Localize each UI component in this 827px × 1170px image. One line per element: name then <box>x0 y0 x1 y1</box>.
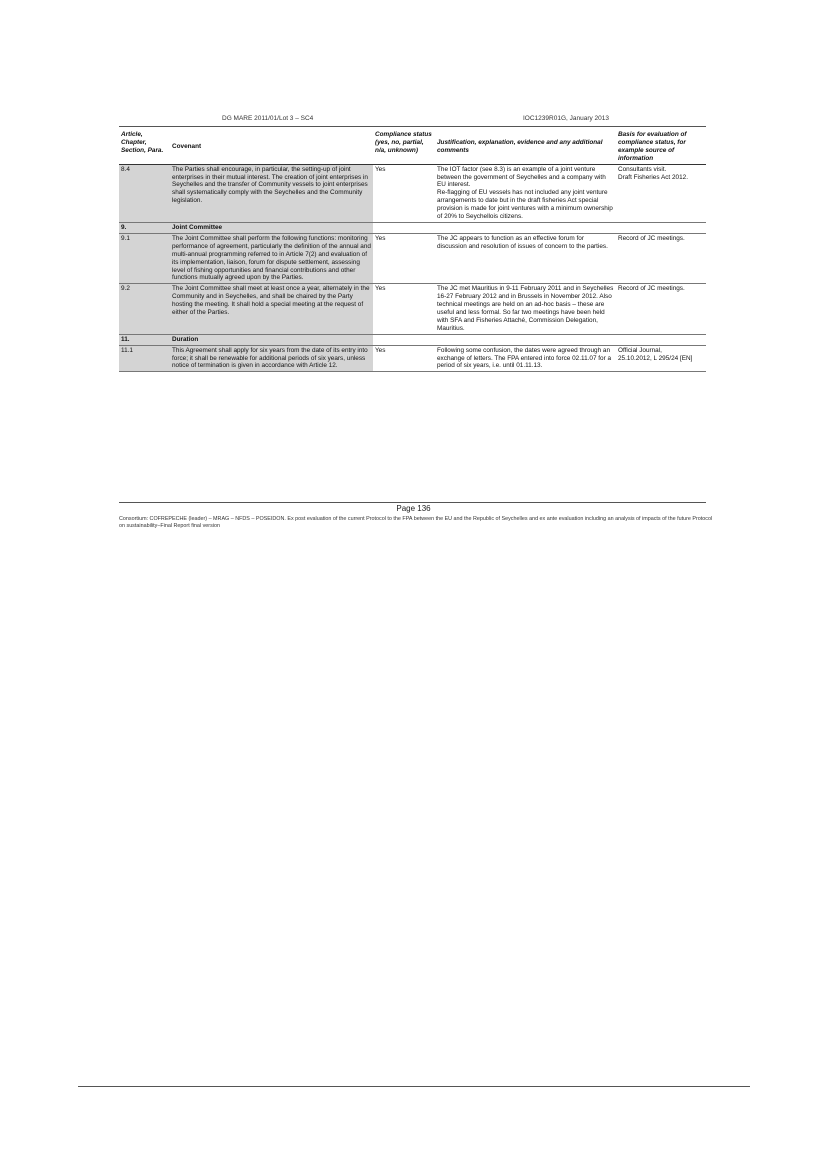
article-cell: 8.4 <box>119 164 170 222</box>
page-bottom-divider <box>78 1086 750 1087</box>
col-status-header: Compliance status (yes, no, partial, n/a, unknown) <box>373 130 435 164</box>
header-report-ref: IOC1239R01G, January 2013 <box>523 115 609 122</box>
table-row <box>119 233 706 283</box>
basis-text: 25.10.2012, L 295/24 [EN] <box>618 354 693 362</box>
section-number: 11. <box>119 334 170 345</box>
status-cell: Yes <box>373 233 435 283</box>
article-cell: 9.2 <box>119 284 170 334</box>
article-cell: 11.1 <box>119 345 170 372</box>
basis-text: Consultants visit. <box>618 165 667 173</box>
table-header-row <box>119 130 706 164</box>
table-row <box>119 164 706 222</box>
covenant-cell: This Agreement shall apply for six years from the date of its entry into force; it shall be renewable for additional periods of six years, unless notice of termination is given in accordance with Article 12. <box>170 345 373 372</box>
section-number: 9. <box>119 222 170 233</box>
covenant-cell: The Parties shall encourage, in particular, the setting-up of joint enterprises in their mutual interest. The creation of joint enterprises in Seychelles and the transfer of Community vessels to joint enterprises shall systematically comply with the Seychelles and the Community legislation. <box>170 164 373 222</box>
article-cell: 9.1 <box>119 233 170 283</box>
empty-cell <box>435 222 616 233</box>
footer-divider <box>119 502 706 503</box>
section-title: Duration <box>170 334 373 345</box>
header-contract: DG MARE 2011/01/Lot 3 – SC4 <box>222 115 314 122</box>
basis-text: Draft Fisheries Act 2012. <box>618 173 688 181</box>
empty-cell <box>373 334 435 345</box>
section-row <box>119 334 706 345</box>
basis-cell: Record of JC meetings. <box>616 233 706 283</box>
table-row <box>119 284 706 334</box>
basis-cell <box>616 164 706 222</box>
justification-cell <box>435 164 616 222</box>
justification-cell: The JC met Mauritius in 9-11 February 2011 and in Seychelles 16-27 February 2012 and in Brussels in November 2012. Also technical meetings are held on an ad-hoc basis – these are useful and less formal. So far two meetings have been held with SFA and Fisheries Attaché, Commission Delegation, Mauritius. <box>435 284 616 334</box>
col-article-header: Article, Chapter, Section, Para. <box>119 130 170 164</box>
consortium-note: Consortium: COFREPECHE (leader) – MRAG – NFDS – POSEIDON. Ex post evaluation of the current Protocol to the FPA between the EU and the Republic of Seychelles and ex ante evaluation including an analysis of impacts of the future Protocol on sustainability–Final Report final version <box>119 516 713 529</box>
justification-text: Re-flagging of EU vessels has not included any joint venture arrangements to date but in the draft fisheries Act special provision is made for joint ventures with a minimum ownership of 20% to Seychellois citizens. <box>437 189 613 221</box>
justification-cell: Following some confusion, the dates were agreed through an exchange of letters. The FPA entered into force 02.11.07 for a period of six years, i.e. until 01.11.13. <box>435 345 616 372</box>
running-header <box>119 114 706 127</box>
page-number: Page 136 <box>396 504 431 513</box>
basis-cell <box>616 345 706 372</box>
basis-cell: Record of JC meetings. <box>616 284 706 334</box>
section-row <box>119 222 706 233</box>
col-basis-header: Basis for evaluation of compliance status, for example source of information <box>616 130 706 164</box>
empty-cell <box>616 334 706 345</box>
compliance-table <box>119 130 706 372</box>
empty-cell <box>616 222 706 233</box>
col-covenant-header: Covenant <box>170 130 373 164</box>
col-justification-header: Justification, explanation, evidence and any additional comments <box>435 130 616 164</box>
covenant-cell: The Joint Committee shall meet at least once a year, alternately in the Community and in Seychelles, and shall be chaired by the Party hosting the meeting. It shall hold a special meeting at the request of either of the Parties. <box>170 284 373 334</box>
status-cell: Yes <box>373 345 435 372</box>
table-row <box>119 345 706 372</box>
empty-cell <box>435 334 616 345</box>
empty-cell <box>373 222 435 233</box>
status-cell: Yes <box>373 284 435 334</box>
covenant-cell: The Joint Committee shall perform the following functions: monitoring performance of agreement, particularly the definition of the annual and multi-annual programming referred to in Article 7(2) and evaluation of its implementation, liaison, forum for dispute settlement, assessing level of fishing opportunities and financial contributions and other functions mutually agreed upon by the Parties. <box>170 233 373 283</box>
justification-text: The IOT factor (see 8.3) is an example of a joint venture between the government of Seychelles and a company with EU interest. <box>437 165 606 189</box>
basis-text: Official Journal, <box>618 346 662 354</box>
justification-cell: The JC appears to function as an effective forum for discussion and resolution of issues of concern to the parties. <box>435 233 616 283</box>
status-cell: Yes <box>373 164 435 222</box>
section-title: Joint Committee <box>170 222 373 233</box>
